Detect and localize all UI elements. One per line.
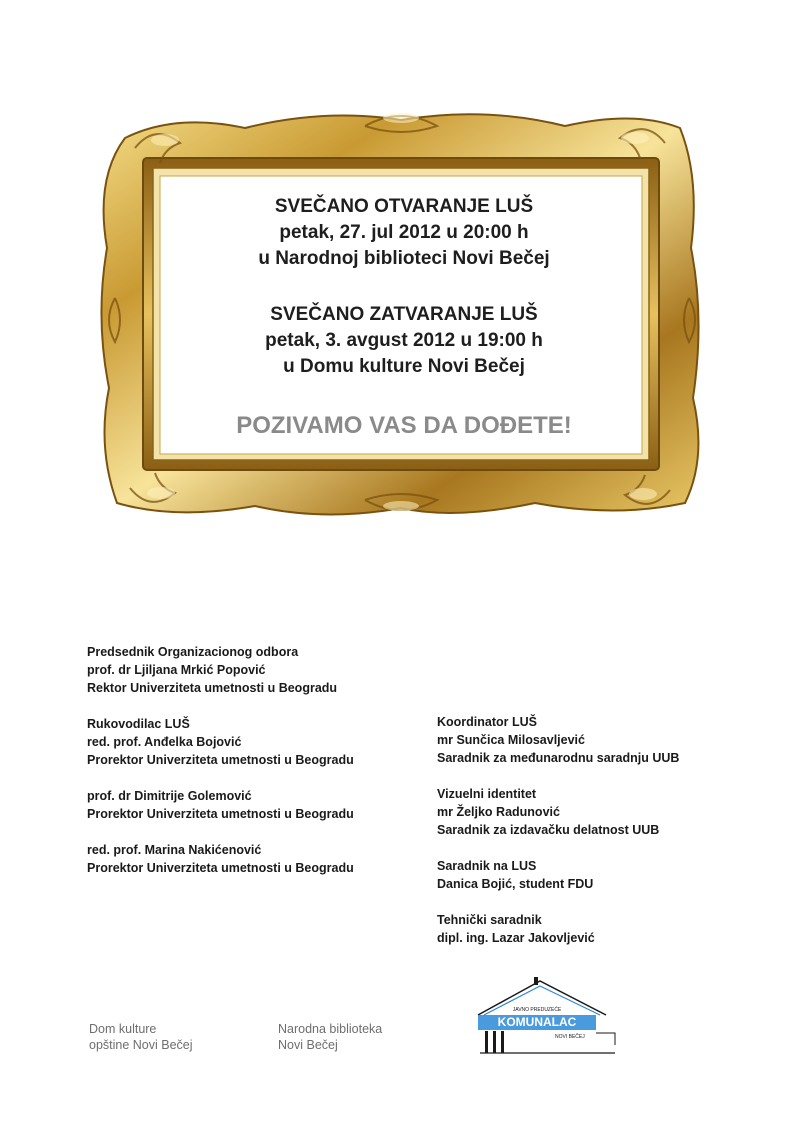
credit-title: Prorektor Univerziteta umetnosti u Beogradu — [87, 861, 354, 875]
house-roof-logo-icon — [470, 975, 620, 1055]
credit-entry — [437, 857, 757, 893]
svg-text:KOMUNALAC: KOMUNALAC — [497, 1015, 577, 1029]
credit-entry — [437, 713, 757, 767]
opening-date: petak, 27. jul 2012 u 20:00 h — [279, 222, 529, 243]
biblioteka-logo-text — [278, 1021, 382, 1053]
credit-entry — [87, 787, 407, 823]
credit-role: Koordinator LUŠ — [437, 715, 537, 729]
credit-role: Saradnik na LUS — [437, 859, 537, 873]
credit-name: red. prof. Anđelka Bojović — [87, 735, 242, 749]
frame-canvas — [160, 176, 648, 462]
opening-title: SVEČANO OTVARANJE LUŠ — [274, 196, 534, 217]
credit-role: Vizuelni identitet — [437, 787, 537, 801]
credit-entry — [437, 911, 757, 947]
svg-text:NOVI BEČEJ: NOVI BEČEJ — [555, 1034, 585, 1040]
credit-name: mr Sunčica Milosavljević — [437, 733, 585, 747]
closing-place: u Domu kulture Novi Bečej — [283, 356, 525, 377]
closing-title: SVEČANO ZATVARANJE LUŠ — [270, 304, 538, 325]
dom-kulture-logo-text — [89, 1021, 193, 1053]
credit-name: red. prof. Marina Nakićenović — [87, 843, 262, 857]
closing-date: petak, 3. avgust 2012 u 19:00 h — [265, 330, 543, 351]
biblioteka-line-1: Narodna biblioteka — [278, 1022, 383, 1036]
credit-title: Saradnik za međunarodnu saradnju UUB — [437, 751, 680, 765]
closing-event — [160, 302, 648, 380]
komunalac-logo — [470, 975, 620, 1055]
credit-name: mr Željko Radunović — [437, 805, 560, 819]
opening-place: u Narodnoj biblioteci Novi Bečej — [258, 248, 550, 269]
dom-kulture-line-1: Dom kulture — [89, 1022, 157, 1036]
credit-title: Saradnik za izdavačku delatnost UUB — [437, 823, 660, 837]
opening-event — [160, 194, 648, 272]
credits-right-column — [437, 713, 757, 965]
biblioteka-line-2: Novi Bečej — [278, 1038, 338, 1052]
credit-name: prof. dr Dimitrije Golemović — [87, 789, 252, 803]
dom-kulture-line-2: opštine Novi Bečej — [89, 1038, 193, 1052]
credit-title: Rektor Univerziteta umetnosti u Beogradu — [87, 681, 338, 695]
credit-name: Danica Bojić, student FDU — [437, 877, 594, 891]
svg-text:JAVNO PREDUZEĆE: JAVNO PREDUZEĆE — [512, 1007, 562, 1013]
credit-name: dipl. ing. Lazar Jakovljević — [437, 931, 595, 945]
credit-entry — [437, 785, 757, 839]
invitation-call: POZIVAMO VAS DA DOĐETE! — [236, 412, 572, 439]
credit-role: Rukovodilac LUŠ — [87, 717, 190, 731]
credit-entry — [87, 841, 407, 877]
credit-title: Prorektor Univerziteta umetnosti u Beogradu — [87, 807, 354, 821]
credit-title: Prorektor Univerziteta umetnosti u Beogradu — [87, 753, 354, 767]
credit-role: Tehnički saradnik — [437, 913, 542, 927]
credit-name: prof. dr Ljiljana Mrkić Popović — [87, 663, 266, 677]
credit-role: Predsednik Organizacionog odbora — [87, 645, 299, 659]
credit-entry — [87, 643, 407, 697]
credit-entry — [87, 715, 407, 769]
credits-left-column — [87, 643, 407, 895]
